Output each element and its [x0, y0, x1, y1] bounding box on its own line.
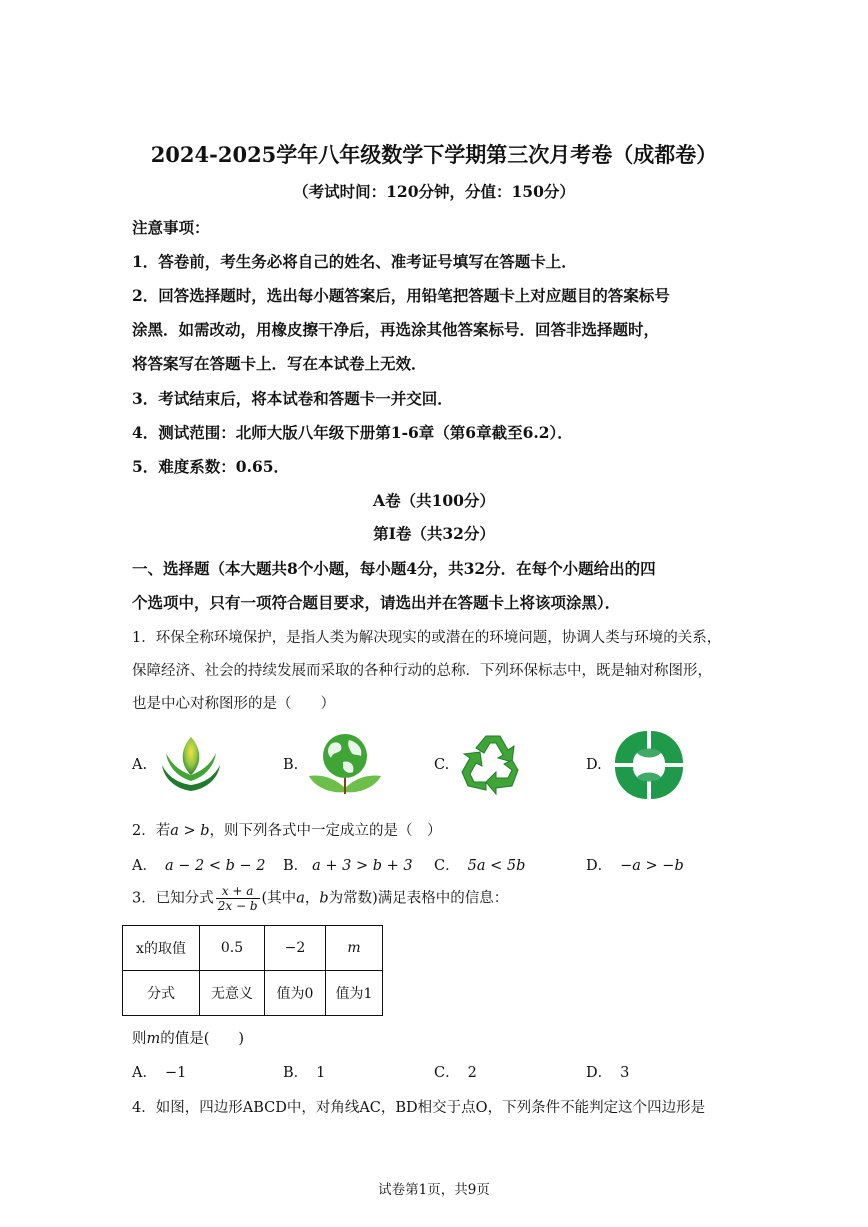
notes-heading: 注意事项： [132, 218, 210, 237]
q1-option-b-label[interactable]: B. [283, 757, 299, 773]
note-item: 4．测试范围：北师大版八年级下册第1-6章（第6章截至6.2）． [132, 423, 573, 442]
q2-option-a[interactable]: A． a − 2 < b − 2 [132, 858, 266, 874]
q3-fraction: $\frac{x + a}{2x - b}$ [217, 884, 258, 913]
note-item: 将答案写在答题卡上．写在本试卷上无效． [132, 354, 427, 373]
q3-info-table [122, 925, 383, 1016]
table-cell: 0.5 [200, 926, 265, 971]
page-footer: 试卷第1页，共9页 [378, 1182, 490, 1198]
q1-option-a-label[interactable]: A. [132, 757, 148, 773]
note-item: 涂黑．如需改动，用橡皮擦干净后，再选涂其他答案标号．回答非选择题时， [132, 320, 660, 339]
note-item: 2．回答选择题时，选出每小题答案后，用铅笔把答题卡上对应题目的答案标号 [132, 286, 670, 305]
q2-condition: a > b [170, 823, 210, 839]
sprout-logo-icon [160, 731, 222, 797]
note-item: 5．难度系数：0.65． [132, 457, 290, 476]
q1-stem: 保障经济、社会的持续发展而采取的各种行动的总称．下列环保标志中，既是轴对称图形， [132, 663, 712, 679]
section-a-heading: A卷（共100分） [373, 491, 495, 510]
q2-option-d[interactable]: D． −a > −b [586, 858, 684, 874]
table-cell: 无意义 [200, 971, 265, 1016]
q2-stem: 2．若a > b，则下列各式中一定成立的是（ ） [132, 823, 442, 839]
four-leaf-logo-icon [613, 729, 685, 801]
q3-ask: 则m的值是( ) [132, 1031, 245, 1047]
table-cell: 分式 [123, 971, 200, 1016]
globe-leaves-icon [307, 730, 383, 798]
table-cell: 值为1 [326, 971, 383, 1016]
q4-stem: 4．如图，四边形ABCD中，对角线AC，BD相交于点O，下列条件不能判定这个四边形是 [132, 1100, 706, 1116]
table-row [123, 926, 383, 971]
page-title: 2024-2025学年八年级数学下学期第三次月考卷（成都卷） [150, 142, 718, 167]
q1-option-c-label[interactable]: C. [434, 757, 450, 773]
q3-option-a[interactable]: A． −1 [132, 1065, 187, 1081]
q3-option-d[interactable]: D． 3 [586, 1065, 630, 1081]
table-cell: 值为0 [265, 971, 326, 1016]
recycle-icon [458, 730, 528, 798]
part1-instructions: 一、选择题（本大题共8个小题，每小题4分，共32分．在每个小题给出的四 [132, 559, 656, 578]
note-item: 3．考试结束后，将本试卷和答题卡一并交回． [132, 389, 453, 408]
note-item: 1．答卷前，考生务必将自己的姓名、准考证号填写在答题卡上． [132, 252, 577, 271]
table-cell: x的取值 [123, 926, 200, 971]
part1-instructions: 个选项中，只有一项符合题目要求，请选出并在答题卡上将该项涂黑）． [132, 593, 621, 612]
page-subtitle: （考试时间：120分钟，分值：150分） [293, 182, 575, 201]
table-row [123, 971, 383, 1016]
q2-option-c[interactable]: C． 5a < 5b [434, 858, 526, 874]
q2-option-b[interactable]: B． a + 3 > b + 3 [283, 858, 413, 874]
q3-option-b[interactable]: B． 1 [283, 1065, 326, 1081]
q3-stem: 3．已知分式 $\frac{x + a}{2x - b}$ (其中a，b为常数)满足表格中的信息： [132, 884, 509, 913]
q3-option-c[interactable]: C． 2 [434, 1065, 477, 1081]
table-cell: m [326, 926, 383, 971]
q1-stem: 1．环保全称环境保护，是指人类为解决现实的或潜在的环境问题，协调人类与环境的关系， [132, 630, 722, 646]
q1-option-d-label[interactable]: D. [586, 757, 602, 773]
q1-stem: 也是中心对称图形的是（ ） [132, 696, 335, 712]
table-cell: −2 [265, 926, 326, 971]
section-i-heading: 第Ⅰ卷（共32分） [373, 524, 495, 543]
